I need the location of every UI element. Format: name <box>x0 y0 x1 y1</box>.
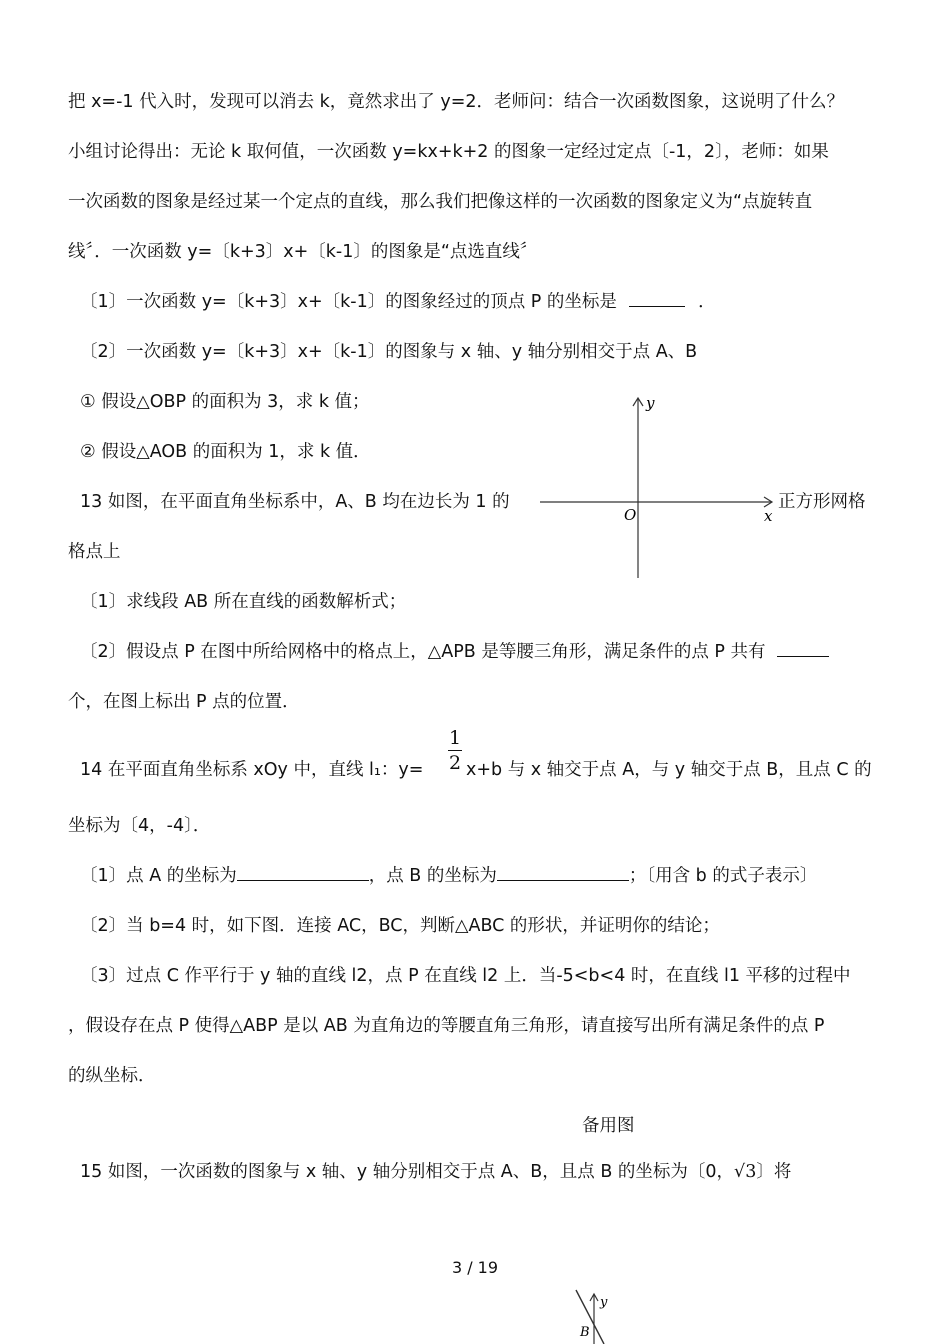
problem-14-q2: 〔2〕当 b=4 时，如下图．连接 AC，BC，判断△ABC 的形状，并证明你的结论； <box>80 916 720 936</box>
problem-13-start: 13 如图，在平面直角坐标系中，A、B 均在边长为 1 的 <box>80 492 510 512</box>
problem-14-cont: x+b 与 x 轴交于点 A，与 y 轴交于点 B，且点 C 的 <box>466 760 872 780</box>
problem-15-start <box>80 1160 791 1184</box>
fraction-one-half <box>446 727 464 774</box>
fraction-numerator: 1 <box>448 727 462 749</box>
problem-15-end: 〕将 <box>756 1162 792 1182</box>
text-line-2: 小组讨论得出：无论 k 取何值，一次函数 y=kx+k+2 的图象一定经过定点〔-1，2〕，老师：如果 <box>68 142 829 162</box>
problem-14-q1-a: 〔1〕点 A 的坐标为 <box>80 866 237 886</box>
problem-14-q3: 〔3〕过点 C 作平行于 y 轴的直线 l2，点 P 在直线 l2 上．当-5<b<4 时，在直线 l1 平移的过程中 <box>80 966 851 986</box>
text-line-1: 把 x=-1 代入时，发现可以消去 k，竟然求出了 y=2．老师问：结合一次函数图象，这说明了什么？ <box>68 92 845 112</box>
problem-14-q1-b: ，点 B 的坐标为 <box>368 866 497 886</box>
figure-13-axes <box>540 390 780 580</box>
problem-13-q2-cont: 个，在图上标出 P 点的位置． <box>68 692 300 712</box>
origin-label: O <box>624 506 637 524</box>
question-2-part-2: ② 假设△AOB 的面积为 1，求 k 值． <box>80 442 371 462</box>
sqrt-three: √3 <box>734 1162 757 1182</box>
problem-14-q3-line-2: ，假设存在点 P 使得△ABP 是以 AB 为直角边的等腰直角三角形，请直接写出所有满足条件的点 P <box>68 1016 825 1036</box>
y-axis-label: y <box>646 394 655 412</box>
problem-14-q1-c: ；〔用含 b 的式子表示〕 <box>628 866 818 886</box>
problem-14-start: 14 在平面直角坐标系 xOy 中，直线 l₁：y= <box>80 760 424 780</box>
problem-13-line-2: 格点上 <box>68 542 121 562</box>
question-1 <box>80 290 716 314</box>
problem-15-text: 15 如图，一次函数的图象与 x 轴、y 轴分别相交于点 A、B，且点 B 的坐标为〔0， <box>80 1162 735 1182</box>
problem-14-line-2: 坐标为〔4，-4〕． <box>68 816 211 836</box>
x-axis-label: x <box>764 507 773 525</box>
answer-blank <box>777 640 829 657</box>
question-2-part-1: ① 假设△OBP 的面积为 3，求 k 值； <box>80 392 370 412</box>
problem-13-cont: 正方形网格 <box>778 492 866 512</box>
text-line-3: 一次函数的图象是经过某一个定点的直线，那么我们把像这样的一次函数的图象定义为“点旋转直 <box>68 192 813 212</box>
text-line-4: 线〞．一次函数 y=〔k+3〕x+〔k-1〕的图象是“点选直线〞 <box>68 242 538 262</box>
point-b-label: B <box>580 1325 590 1340</box>
figure-15-partial <box>560 1284 640 1344</box>
problem-13-q2-text: 〔2〕假设点 P 在图中所给网格中的格点上，△APB 是等腰三角形，满足条件的点 P 共有 <box>80 642 766 662</box>
fraction-denominator: 2 <box>448 752 462 774</box>
page-number: 3 / 19 <box>451 1258 499 1277</box>
question-1-text: 〔1〕一次函数 y=〔k+3〕x+〔k-1〕的图象经过的顶点 P 的坐标是 <box>80 292 617 312</box>
problem-13-q1: 〔1〕求线段 AB 所在直线的函数解析式； <box>80 592 407 612</box>
answer-blank <box>497 864 629 881</box>
question-1-end: ． <box>698 292 716 312</box>
backup-figure-caption: 备用图 <box>582 1116 635 1136</box>
problem-13-q2 <box>80 640 829 664</box>
y-axis-label: y <box>600 1295 608 1310</box>
problem-14-q3-line-3: 的纵坐标． <box>68 1066 156 1086</box>
answer-blank <box>237 864 369 881</box>
question-2: 〔2〕一次函数 y=〔k+3〕x+〔k-1〕的图象与 x 轴、y 轴分别相交于点 A、B <box>80 342 698 362</box>
problem-14-q1 <box>80 864 817 888</box>
answer-blank <box>629 290 685 307</box>
